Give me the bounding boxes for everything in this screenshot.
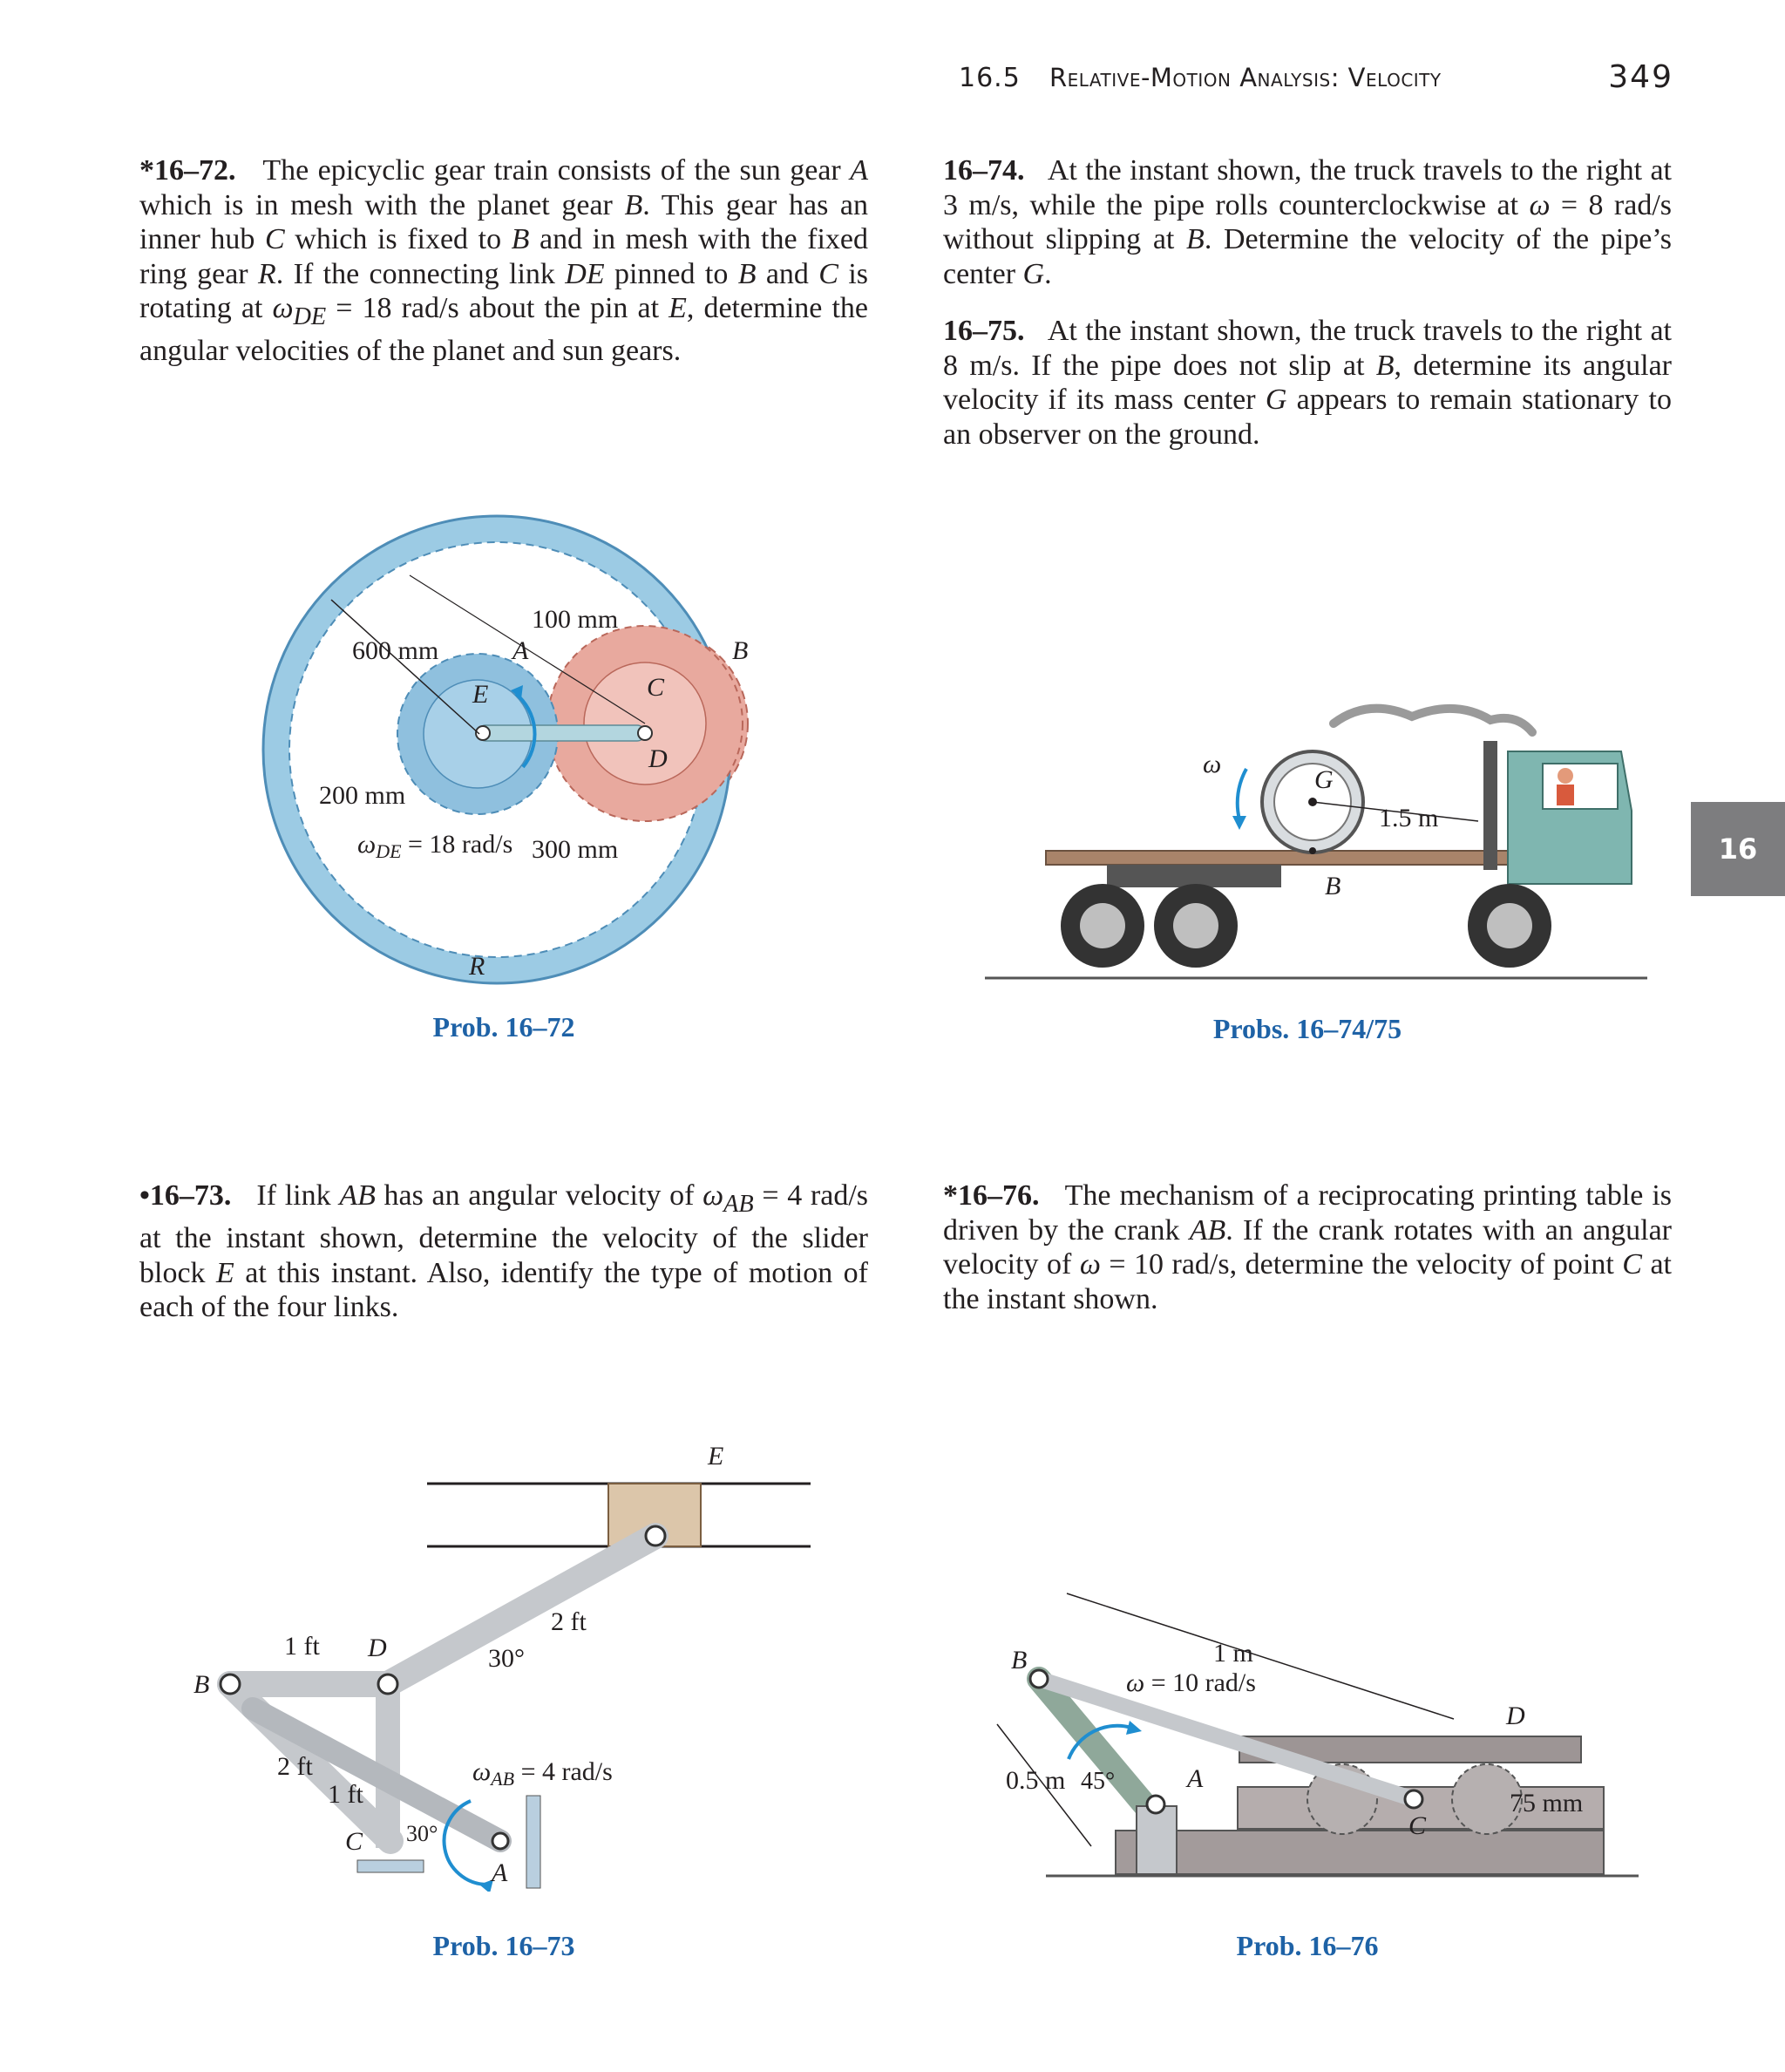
problem-16-74: 16–74. At the instant shown, the truck travels to the right at 3 m/s, while the pipe rolls counterclockwise at ω = 8 rad/s without slipping at B. Determine the velocity of the pipe’s center G. [943, 154, 1673, 290]
label-600mm: 600 mm [352, 636, 439, 665]
label-e: E [708, 1442, 724, 1471]
problem-number: *16–76. [943, 1179, 1040, 1212]
label-omega-de: $\omega_{DE} = 18$ rad/s [357, 830, 513, 862]
label-a: A [492, 1858, 508, 1887]
label-g: G [1314, 765, 1334, 794]
label-omega-ab: $\omega_{AB} = 4$ rad/s [472, 1757, 613, 1790]
label-30-top: 30° [488, 1644, 525, 1673]
label-200mm: 200 mm [319, 781, 406, 810]
label-b: B [732, 636, 749, 665]
caption-16-72: Prob. 16–72 [432, 1011, 575, 1043]
problem-number: 16–75. [943, 315, 1025, 347]
link-de [478, 725, 645, 741]
running-head [959, 59, 1673, 98]
label-d: D [368, 1634, 387, 1662]
label-b: B [193, 1670, 210, 1699]
figure-16-73 [174, 1438, 837, 1892]
label-r: R [469, 952, 485, 981]
label-300mm: 300 mm [532, 835, 619, 864]
problem-number: *16–72. [139, 154, 236, 187]
label-d: D [1506, 1702, 1525, 1730]
label-e: E [472, 680, 489, 709]
label-c: C [1408, 1811, 1427, 1840]
problem-16-76: *16–76. The mechanism of a reciprocating printing table is driven by the crank AB. If the crank rotates with an angular velocity of ω = 10 rad/s, determine the velocity of point C at the instant shown. [943, 1179, 1672, 1315]
caption-16-73: Prob. 16–73 [432, 1930, 575, 1961]
label-d: D [648, 744, 668, 773]
label-omega: ω [1203, 750, 1222, 778]
figure-16-74-75 [985, 689, 1647, 994]
truck-wheels [1061, 884, 1551, 968]
pillar-a [1137, 1806, 1177, 1874]
label-45: 45° [1081, 1768, 1116, 1795]
chapter-tab[interactable]: 16 [1691, 802, 1785, 896]
caption-16-74-75: Probs. 16–74/75 [1212, 1013, 1402, 1044]
label-1m: 1 m [1213, 1639, 1253, 1668]
label-05m: 0.5 m [1006, 1766, 1066, 1795]
exhaust-smoke [1334, 709, 1532, 732]
label-c: C [345, 1827, 363, 1856]
label-c: C [647, 673, 665, 702]
label-b: B [1011, 1646, 1028, 1675]
label-1-5m: 1.5 m [1379, 804, 1439, 832]
figure-16-72 [235, 488, 811, 985]
problem-16-75: 16–75. At the instant shown, the truck travels to the right at 8 m/s. If the pipe does not slip at B, determine its angular velocity if its mass center G appears to remain stationary to an observer on the ground. [943, 315, 1672, 451]
label-1ft-mid: 1 ft [328, 1780, 363, 1809]
omega-arrow [1238, 769, 1246, 819]
label-2ft-left: 2 ft [277, 1752, 313, 1781]
problem-number: •16–73. [139, 1179, 232, 1212]
support-c [357, 1860, 424, 1872]
problem-16-72: *16–72. The epicyclic gear train consists of the sun gear A which is in mesh with the planet gear B. This gear has an inner hub C which is fixed to B and in mesh with the fixed ring gear R. If the connecting link DE pinned to B and C is rotating at $\omega_{DE} = 18$ rad/s about the pin at E, determine the angular velocities of the planet and sun gears. [139, 154, 869, 368]
label-a: A [512, 636, 529, 665]
label-b: B [1325, 872, 1341, 900]
label-2ft-top: 2 ft [551, 1607, 587, 1636]
figure-16-76 [994, 1569, 1656, 1900]
label-75mm: 75 mm [1510, 1789, 1584, 1817]
section-number: 16.5 [959, 63, 1021, 93]
label-1ft-top: 1 ft [284, 1632, 320, 1661]
label-100mm: 100 mm [532, 605, 619, 634]
base [1116, 1831, 1604, 1874]
label-a: A [1187, 1764, 1204, 1793]
section-title: Relative-Motion Analysis: Velocity [1049, 63, 1442, 92]
problem-16-73: •16–73. If link AB has an angular velocity of $\omega_{AB} = 4$ rad/s at the instant shown, determine the velocity of the slider block E at this instant. Also, identify the type of motion of each of the four links. [139, 1179, 868, 1324]
caption-16-76: Prob. 16–76 [1236, 1930, 1379, 1961]
problem-number: 16–74. [943, 154, 1025, 187]
page-number: 349 [1608, 59, 1673, 95]
support-a [526, 1796, 540, 1888]
label-omega: ω = 10 rad/s [1126, 1668, 1256, 1697]
label-30-bot: 30° [406, 1821, 438, 1846]
